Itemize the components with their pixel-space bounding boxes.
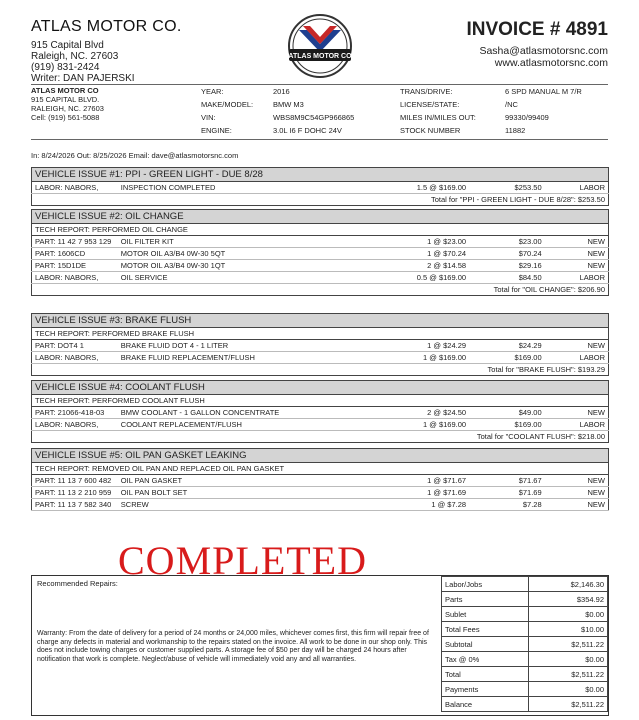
- totals-row: [442, 577, 608, 592]
- totals-row: [442, 697, 608, 712]
- trans-drive-value: 6 SPD MANUAL M 7/R: [505, 87, 582, 96]
- year-value: 2016: [273, 87, 290, 96]
- vin-value: WBS8M9C54GP966865: [273, 113, 355, 122]
- line-item: [32, 487, 609, 499]
- totals-value: $2,146.30: [528, 577, 607, 592]
- vehicle-values-right: [505, 85, 582, 137]
- logo-text: ATLAS MOTOR CO: [288, 53, 352, 60]
- line-item: [32, 352, 609, 364]
- vehicle-labels-left: [201, 85, 253, 137]
- totals-table: [441, 576, 608, 712]
- item-code: LABOR: NABORS,: [32, 352, 118, 364]
- item-amount: $169.00: [469, 352, 545, 364]
- issue-title: VEHICLE ISSUE #4: COOLANT FLUSH: [32, 381, 609, 395]
- item-type: LABOR: [545, 352, 609, 364]
- tech-report: TECH REPORT: REMOVED OIL PAN AND REPLACED OIL PAN GASKET: [32, 463, 609, 475]
- miles-value: 99330/99409: [505, 113, 549, 122]
- item-code: LABOR: NABORS,: [32, 272, 118, 284]
- line-item: [32, 260, 609, 272]
- totals-label: Subtotal: [442, 637, 529, 652]
- totals-label: Parts: [442, 592, 529, 607]
- line-item: [32, 340, 609, 352]
- item-qty-rate: 1 @ $70.24: [400, 248, 469, 260]
- item-code: PART: 11 13 7 600 482: [32, 475, 118, 487]
- item-code: LABOR: NABORS,: [32, 419, 118, 431]
- engine-label: ENGINE:: [201, 126, 232, 135]
- contact-info: [479, 45, 608, 69]
- item-type: NEW: [545, 248, 609, 260]
- company-header: [31, 18, 182, 84]
- line-item: [32, 407, 609, 419]
- item-qty-rate: 2 @ $14.58: [400, 260, 469, 272]
- contact-website: www.atlasmotorsnc.com: [494, 57, 608, 69]
- shop-block: [31, 86, 104, 122]
- issue-title: VEHICLE ISSUE #3: BRAKE FLUSH: [32, 314, 609, 328]
- totals-label: Tax @ 0%: [442, 652, 529, 667]
- shop-phone: Cell: (919) 561-5088: [31, 113, 100, 122]
- totals-value: $2,511.22: [528, 637, 607, 652]
- line-item: [32, 419, 609, 431]
- vehicle-values-left: [273, 85, 354, 137]
- engine-value: 3.0L I6 F DOHC 24V: [273, 126, 342, 135]
- item-amount: $71.69: [469, 487, 545, 499]
- line-item: [32, 182, 609, 194]
- item-qty-rate: 1 @ $169.00: [400, 352, 469, 364]
- item-amount: $70.24: [469, 248, 545, 260]
- license-state-value: /NC: [505, 100, 518, 109]
- item-amount: $169.00: [469, 419, 545, 431]
- item-amount: $7.28: [469, 499, 545, 511]
- shop-address-line: RALEIGH, NC. 27603: [31, 104, 104, 113]
- year-label: YEAR:: [201, 87, 224, 96]
- tech-report: TECH REPORT: PERFORMED COOLANT FLUSH: [32, 395, 609, 407]
- make-model-value: BMW M3: [273, 100, 304, 109]
- totals-label: Payments: [442, 682, 529, 697]
- issue-total: Total for "BRAKE FLUSH": $193.29: [32, 364, 609, 376]
- item-type: NEW: [545, 407, 609, 419]
- invoice-number: INVOICE # 4891: [466, 19, 608, 40]
- company-phone: (919) 831-2424: [31, 62, 100, 73]
- item-description: INSPECTION COMPLETED: [118, 182, 400, 194]
- date-line: In: 8/24/2026 Out: 8/25/2026 Email: dave@atlasmotorsnc.com: [31, 151, 239, 160]
- issue-title: VEHICLE ISSUE #5: OIL PAN GASKET LEAKING: [32, 449, 609, 463]
- totals-value: $10.00: [528, 622, 607, 637]
- company-logo: [283, 12, 357, 80]
- totals-value: $0.00: [528, 652, 607, 667]
- totals-value: $2,511.22: [528, 697, 607, 712]
- issue-total: Total for "OIL CHANGE": $206.90: [32, 284, 609, 296]
- item-type: NEW: [545, 499, 609, 511]
- vehicle-issue-1: [31, 167, 609, 206]
- recommended-repairs-label: Recommended Repairs:: [37, 579, 118, 588]
- item-amount: $253.50: [469, 182, 545, 194]
- line-item: [32, 499, 609, 511]
- tech-report: TECH REPORT: PERFORMED BRAKE FLUSH: [32, 328, 609, 340]
- miles-label: MILES IN/MILES OUT:: [400, 113, 476, 122]
- item-code: PART: 11 13 2 210 959: [32, 487, 118, 499]
- totals-value: $0.00: [528, 682, 607, 697]
- totals-label: Total Fees: [442, 622, 529, 637]
- company-name: ATLAS MOTOR CO.: [31, 18, 182, 35]
- item-description: OIL FILTER KIT: [118, 236, 400, 248]
- vehicle-issue-4: [31, 380, 609, 443]
- item-description: BMW COOLANT - 1 GALLON CONCENTRATE: [118, 407, 400, 419]
- item-qty-rate: 1 @ $24.29: [400, 340, 469, 352]
- item-qty-rate: 1 @ $169.00: [400, 419, 469, 431]
- stock-number-value: 11882: [505, 126, 526, 135]
- item-description: MOTOR OIL A3/B4 0W-30 1QT: [118, 260, 400, 272]
- item-description: MOTOR OIL A3/B4 0W-30 5QT: [118, 248, 400, 260]
- totals-value: $354.92: [528, 592, 607, 607]
- item-type: LABOR: [545, 419, 609, 431]
- item-qty-rate: 1 @ $71.69: [400, 487, 469, 499]
- item-description: BRAKE FLUID DOT 4 - 1 LITER: [118, 340, 400, 352]
- vehicle-issue-2: [31, 209, 609, 296]
- item-code: PART: DOT4 1: [32, 340, 118, 352]
- item-type: NEW: [545, 236, 609, 248]
- issue-title: VEHICLE ISSUE #1: PPI - GREEN LIGHT - DUE 8/28: [32, 168, 609, 182]
- shop-name: ATLAS MOTOR CO: [31, 86, 99, 95]
- vin-label: VIN:: [201, 113, 216, 122]
- item-description: SCREW: [118, 499, 400, 511]
- vehicle-issue-5: [31, 448, 609, 511]
- stock-number-label: STOCK NUMBER: [400, 126, 461, 135]
- item-amount: $23.00: [469, 236, 545, 248]
- item-code: PART: 11 13 7 582 340: [32, 499, 118, 511]
- item-qty-rate: 0.5 @ $169.00: [400, 272, 469, 284]
- item-description: BRAKE FLUID REPLACEMENT/FLUSH: [118, 352, 400, 364]
- totals-label: Labor/Jobs: [442, 577, 529, 592]
- line-item: [32, 248, 609, 260]
- item-code: PART: 11 42 7 953 129: [32, 236, 118, 248]
- line-item: [32, 236, 609, 248]
- item-amount: $71.67: [469, 475, 545, 487]
- totals-label: Balance: [442, 697, 529, 712]
- company-address-line: 915 Capital Blvd: [31, 40, 104, 51]
- line-item: [32, 272, 609, 284]
- issue-total: Total for "COOLANT FLUSH": $218.00: [32, 431, 609, 443]
- item-code: LABOR: NABORS,: [32, 182, 118, 194]
- vehicle-divider: [31, 139, 608, 140]
- vehicle-issue-3: [31, 313, 609, 376]
- warranty-text: Warranty: From the date of delivery for a period of 24 months or 24,000 miles, whichever comes first, this firm will repair free of charge any defects in material and workmanship to the repairs stated on the invoice. All work to be done in our shop only. This does not include towing charges or customer supplied parts. A storage fee of $50 per day will be charged 24 hours after notification that work is complete. Neglect/abuse of vehicle will immediately void any and all warranties.: [37, 630, 429, 663]
- item-amount: $84.50: [469, 272, 545, 284]
- item-type: NEW: [545, 487, 609, 499]
- item-amount: $24.29: [469, 340, 545, 352]
- item-qty-rate: 1 @ $71.67: [400, 475, 469, 487]
- item-type: NEW: [545, 260, 609, 272]
- totals-row: [442, 622, 608, 637]
- item-code: PART: 21066-418-03: [32, 407, 118, 419]
- item-amount: $49.00: [469, 407, 545, 419]
- item-code: PART: 1606CD: [32, 248, 118, 260]
- item-type: NEW: [545, 340, 609, 352]
- totals-row: [442, 652, 608, 667]
- writer-name: Writer: DAN PAJERSKI: [31, 73, 135, 84]
- line-item: [32, 475, 609, 487]
- totals-row: [442, 667, 608, 682]
- item-description: COOLANT REPLACEMENT/FLUSH: [118, 419, 400, 431]
- item-qty-rate: 2 @ $24.50: [400, 407, 469, 419]
- company-address-line: Raleigh, NC. 27603: [31, 51, 119, 62]
- item-type: NEW: [545, 475, 609, 487]
- item-qty-rate: 1 @ $23.00: [400, 236, 469, 248]
- item-code: PART: 15D1DE: [32, 260, 118, 272]
- item-qty-rate: 1 @ $7.28: [400, 499, 469, 511]
- totals-value: $2,511.22: [528, 667, 607, 682]
- shop-address-line: 915 CAPITAL BLVD.: [31, 95, 100, 104]
- issue-total: Total for "PPI - GREEN LIGHT - DUE 8/28": $253.50: [32, 194, 609, 206]
- issue-title: VEHICLE ISSUE #2: OIL CHANGE: [32, 210, 609, 224]
- totals-label: Sublet: [442, 607, 529, 622]
- item-description: OIL PAN GASKET: [118, 475, 400, 487]
- item-qty-rate: 1.5 @ $169.00: [400, 182, 469, 194]
- item-description: OIL SERVICE: [118, 272, 400, 284]
- contact-email: Sasha@atlasmotorsnc.com: [479, 45, 608, 57]
- completed-stamp: COMPLETED: [118, 538, 367, 583]
- totals-value: $0.00: [528, 607, 607, 622]
- license-state-label: LICENSE/STATE:: [400, 100, 460, 109]
- make-model-label: MAKE/MODEL:: [201, 100, 254, 109]
- item-type: LABOR: [545, 272, 609, 284]
- totals-row: [442, 592, 608, 607]
- totals-label: Total: [442, 667, 529, 682]
- totals-row: [442, 682, 608, 697]
- vehicle-labels-right: [400, 85, 476, 137]
- item-description: OIL PAN BOLT SET: [118, 487, 400, 499]
- item-amount: $29.16: [469, 260, 545, 272]
- totals-row: [442, 637, 608, 652]
- trans-drive-label: TRANS/DRIVE:: [400, 87, 453, 96]
- tech-report: TECH REPORT: PERFORMED OIL CHANGE: [32, 224, 609, 236]
- item-type: LABOR: [545, 182, 609, 194]
- totals-row: [442, 607, 608, 622]
